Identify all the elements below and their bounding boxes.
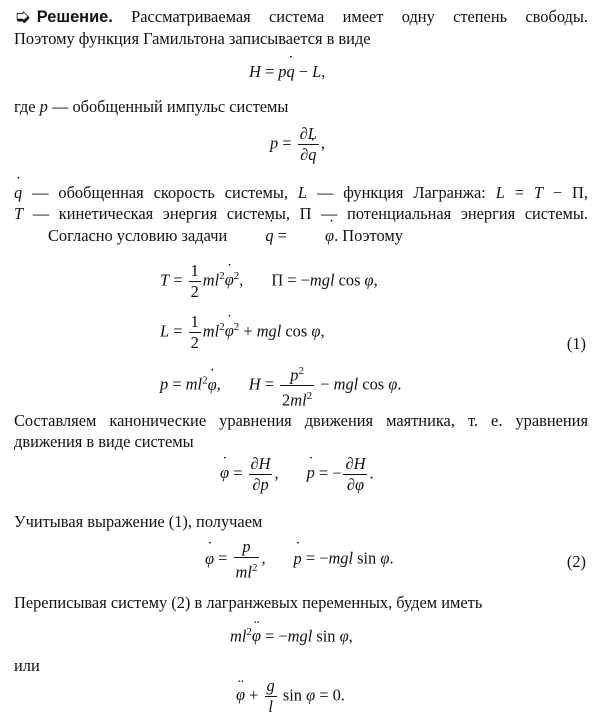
para-definitions-line-2: T — кинетическая энергия системы, Π — потенциальная энергия системы. xyxy=(14,204,588,223)
solution-heading: Решение. xyxy=(36,8,113,26)
para-condition: Согласно условию задачи q ˙ = φ ˙. Поэтому xyxy=(14,225,588,246)
intro-line-1 xyxy=(14,6,588,28)
equation-number-1: (1) xyxy=(566,334,586,353)
equation-system-2: φ ˙ = $\frac{p}{ml^2}$ , p ˙ = −mgl sin φ. xyxy=(205,538,394,581)
arrow-right-icon: ➭ xyxy=(14,6,31,28)
intro-line-2: Поэтому функция Гамильтона записывается в виде xyxy=(14,29,371,48)
para-definitions-line-1: q ˙ — обобщенная скорость системы, L — функция Лагранжа: L = T − Π, xyxy=(14,182,588,203)
equation-lagrange-form: $ml^2\varphi$ ¨ = −mgl sin φ, xyxy=(230,626,353,646)
equation-canonical: φ ˙ = $\frac{\partial H}{\partial p}$ , p ˙ = − $\frac{\partial H}{\partial\varphi}$ . xyxy=(220,455,374,494)
para-or: или xyxy=(14,656,40,675)
equation-final: φ ¨ + $\frac{g}{l}$ sin φ = 0. xyxy=(236,677,345,716)
equation-number-2: (2) xyxy=(566,552,586,571)
para-rewrite: Переписывая систему (2) в лагранжевых переменных, будем иметь xyxy=(14,593,483,612)
para-using-expression: Учитывая выражение (1), получаем xyxy=(14,512,263,531)
para-canonical-line-1: Составляем канонические уравнения движения маятника, т. е. уравнения xyxy=(14,411,588,430)
para-generalized-momentum: где p — обобщенный импульс системы xyxy=(14,97,289,116)
equation-momentum: p = $\frac{\partial L}{\partial q}$ ˙ , xyxy=(270,125,325,164)
intro-text-1: Рассматриваемая система имеет одну степень свободы. xyxy=(131,7,588,26)
equation-momentum-hamiltonian: $p = ml^2\varphi$ ˙, H = $\frac{p^2}{2ml^2}$ − mgl cos φ. xyxy=(160,362,401,410)
equation-hamiltonian: H = pq ˙ − L, xyxy=(249,62,325,82)
equation-kinetic-potential: T = $\frac{1}{2}$ $ml^2\varphi$ ˙$^2$, Π = −mgl cos φ, xyxy=(160,262,378,301)
equation-lagrangian: L = $\frac{1}{2}$ $ml^2\varphi$ ˙$^2$ + mgl cos φ, xyxy=(160,313,325,352)
para-canonical-line-2: движения в виде системы xyxy=(14,432,194,451)
